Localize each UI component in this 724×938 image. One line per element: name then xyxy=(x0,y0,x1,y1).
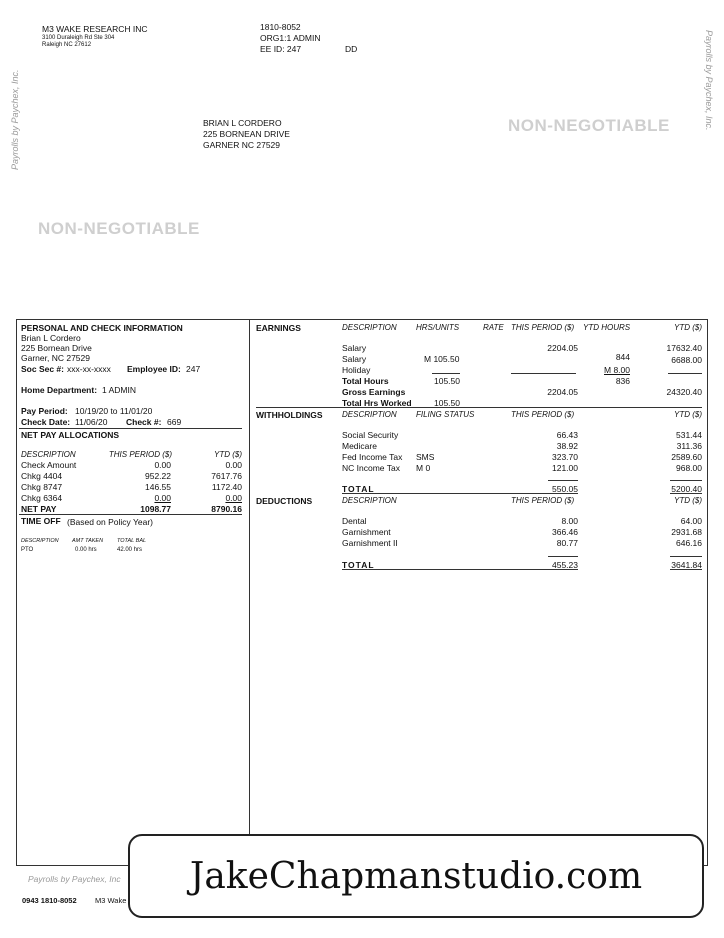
check-date-label: Check Date: xyxy=(21,417,71,427)
wh-col-filing: FILING STATUS xyxy=(416,410,475,419)
table-row: 2204.05 xyxy=(547,343,578,353)
time-off-subheading: (Based on Policy Year) xyxy=(67,517,153,527)
divider xyxy=(668,373,702,374)
divider xyxy=(548,556,578,557)
table-row: 38.92 xyxy=(556,441,578,451)
list-item: 0.00 xyxy=(154,493,171,503)
earn-col-hrs: HRS/UNITS xyxy=(416,323,460,332)
total-hours-ytd: 836 xyxy=(615,376,630,386)
list-item: 1172.40 xyxy=(211,482,242,492)
list-item: Chkg 6364 xyxy=(21,493,63,503)
home-value: 1 ADMIN xyxy=(102,385,137,395)
table-row: 17632.40 xyxy=(666,343,702,353)
table-row: SMS xyxy=(416,452,435,462)
table-row: Garnishment xyxy=(342,527,391,537)
personal-heading: PERSONAL AND CHECK INFORMATION xyxy=(21,323,183,333)
list-item: PTO xyxy=(21,547,34,553)
earn-col-desc: DESCRIPTION xyxy=(342,323,397,332)
net-col-desc: DESCRIPTION xyxy=(21,450,76,459)
ded-col-desc: DESCRIPTION xyxy=(342,496,397,505)
table-row: M 8.00 xyxy=(604,365,630,375)
footer-code: 0943 1810-8052 xyxy=(22,896,77,905)
footer-company: M3 Wake xyxy=(95,896,127,905)
side-text-right: Payrolls by Paychex, Inc. xyxy=(704,30,714,131)
table-row: Salary xyxy=(342,343,367,353)
soc-value: xxx-xx-xxxx xyxy=(67,364,111,374)
dd-label: DD xyxy=(345,44,358,54)
footer-side-text: Payrolls by Paychex, Inc xyxy=(28,874,121,884)
ded-total-label: TOTAL xyxy=(342,560,375,570)
list-item: 42.00 hrs xyxy=(117,547,143,553)
table-row: 66.43 xyxy=(556,430,578,440)
divider xyxy=(19,514,242,515)
table-row: Dental xyxy=(342,516,367,526)
emp-label: Employee ID: xyxy=(127,364,181,374)
personal-name: Brian L Cordero xyxy=(21,333,81,343)
nonnegotiable-stamp-right: NON-NEGOTIABLE xyxy=(508,116,670,135)
wh-total-period: 550.05 xyxy=(552,484,578,494)
divider xyxy=(19,428,242,429)
net-pay-total-ytd: 8790.16 xyxy=(211,504,242,514)
ded-total-ytd: 3641.84 xyxy=(671,560,702,570)
org-label: ORG1:1 ADMIN xyxy=(260,33,321,43)
divider xyxy=(670,569,702,570)
emp-value: 247 xyxy=(186,364,201,374)
ded-total-period: 455.23 xyxy=(552,560,578,570)
pay-period-label: Pay Period: xyxy=(21,406,68,416)
earn-col-ytd: YTD ($) xyxy=(674,323,702,332)
list-item: 0.00 xyxy=(225,493,242,503)
soc-label: Soc Sec #: xyxy=(21,364,64,374)
list-item: 7617.76 xyxy=(211,471,242,481)
table-row: 366.46 xyxy=(552,527,578,537)
table-row: 8.00 xyxy=(561,516,578,526)
company-street: 3100 Duraleigh Rd Ste 304 xyxy=(42,35,115,41)
net-col-ytd: YTD ($) xyxy=(214,450,242,459)
table-row: Fed Income Tax xyxy=(342,452,403,462)
to-col-bal: TOTAL BAL xyxy=(117,538,147,544)
nonnegotiable-stamp-left: NON-NEGOTIABLE xyxy=(38,219,200,238)
divider xyxy=(670,556,702,557)
table-row: Holiday xyxy=(342,365,371,375)
list-item: Chkg 8747 xyxy=(21,482,63,492)
earn-col-rate: RATE xyxy=(483,323,504,332)
table-row: M 0 xyxy=(416,463,431,473)
divider xyxy=(670,493,702,494)
divider xyxy=(342,493,578,494)
total-hours-hrs: 105.50 xyxy=(434,376,460,386)
company-name: M3 WAKE RESEARCH INC xyxy=(42,24,148,34)
table-row: 646.16 xyxy=(676,538,702,548)
wh-total-label: TOTAL xyxy=(342,484,375,494)
table-row: 968.00 xyxy=(676,463,702,473)
table-row: Salary xyxy=(342,354,367,364)
table-row: Social Security xyxy=(342,430,399,440)
earn-col-ytd-hours: YTD HOURS xyxy=(583,323,631,332)
net-col-period: THIS PERIOD ($) xyxy=(108,450,172,459)
divider xyxy=(511,373,576,374)
pay-period-value: 10/19/20 to 11/01/20 xyxy=(75,406,153,416)
table-row: 2931.68 xyxy=(671,527,702,537)
to-col-desc: DESCRIPTION xyxy=(21,538,59,544)
table-row: Garnishment II xyxy=(342,538,398,548)
list-item: 0.00 xyxy=(154,460,171,470)
net-pay-total-period: 1098.77 xyxy=(140,504,171,514)
wh-col-period: THIS PERIOD ($) xyxy=(511,410,575,419)
divider xyxy=(256,407,702,408)
home-label: Home Department: xyxy=(21,385,98,395)
ded-col-ytd: YTD ($) xyxy=(674,496,702,505)
table-row: M 105.50 xyxy=(424,354,460,364)
ee-id: EE ID: 247 xyxy=(260,44,302,54)
gross-period: 2204.05 xyxy=(547,387,578,397)
payee-street: 225 BORNEAN DRIVE xyxy=(203,129,290,139)
list-item: 0.00 hrs xyxy=(75,547,97,553)
net-pay-heading: NET PAY ALLOCATIONS xyxy=(21,430,120,440)
company-city: Raleigh NC 27612 xyxy=(42,42,92,48)
total-hours-label: Total Hours xyxy=(342,376,389,386)
personal-street: 225 Bornean Drive xyxy=(21,343,92,353)
table-row: 844 xyxy=(615,352,630,362)
table-row: Medicare xyxy=(342,441,377,451)
gross-ytd: 24320.40 xyxy=(666,387,702,397)
table-row: 6688.00 xyxy=(671,355,702,365)
column-divider xyxy=(249,319,250,864)
side-text-left: Payrolls by Paychex, Inc. xyxy=(10,69,20,170)
list-item: 146.55 xyxy=(145,482,171,492)
wh-col-desc: DESCRIPTION xyxy=(342,410,397,419)
list-item: 0.00 xyxy=(225,460,242,470)
worked-label: Total Hrs Worked xyxy=(342,398,412,408)
table-row: 80.77 xyxy=(556,538,578,548)
divider xyxy=(432,373,460,374)
divider xyxy=(548,480,578,481)
payee-city: GARNER NC 27529 xyxy=(203,140,281,150)
payee-name: BRIAN L CORDERO xyxy=(203,118,282,128)
worked-hrs: 105.50 xyxy=(434,398,460,408)
wh-col-ytd: YTD ($) xyxy=(674,410,702,419)
list-item: Chkg 4404 xyxy=(21,471,63,481)
list-item: Check Amount xyxy=(21,460,77,470)
divider xyxy=(670,480,702,481)
deductions-label: DEDUCTIONS xyxy=(256,496,313,506)
ded-col-period: THIS PERIOD ($) xyxy=(511,496,575,505)
check-no-label: Check #: xyxy=(126,417,162,427)
check-no-value: 669 xyxy=(167,417,182,427)
table-row: 2589.60 xyxy=(671,452,702,462)
table-row: 311.36 xyxy=(676,441,702,451)
gross-label: Gross Earnings xyxy=(342,387,406,397)
earnings-label: EARNINGS xyxy=(256,323,301,333)
watermark-text: JakeChapmanstudio.com xyxy=(189,855,643,897)
table-row: 121.00 xyxy=(552,463,578,473)
check-number: 1810-8052 xyxy=(260,22,301,32)
to-col-taken: AMT TAKEN xyxy=(72,538,104,544)
net-pay-total-label: NET PAY xyxy=(21,504,57,514)
watermark-banner xyxy=(128,834,704,918)
table-row: 323.70 xyxy=(552,452,578,462)
wh-total-ytd: 5200.40 xyxy=(671,484,702,494)
table-row: NC Income Tax xyxy=(342,463,400,473)
divider xyxy=(342,569,578,570)
time-off-heading: TIME OFF xyxy=(21,516,61,526)
withholdings-label: WITHHOLDINGS xyxy=(256,410,323,420)
check-date-value: 11/06/20 xyxy=(75,417,108,427)
list-item: 952.22 xyxy=(145,471,171,481)
personal-city: Garner, NC 27529 xyxy=(21,353,90,363)
table-row: 531.44 xyxy=(676,430,702,440)
earn-col-period: THIS PERIOD ($) xyxy=(511,323,575,332)
table-row: 64.00 xyxy=(680,516,702,526)
